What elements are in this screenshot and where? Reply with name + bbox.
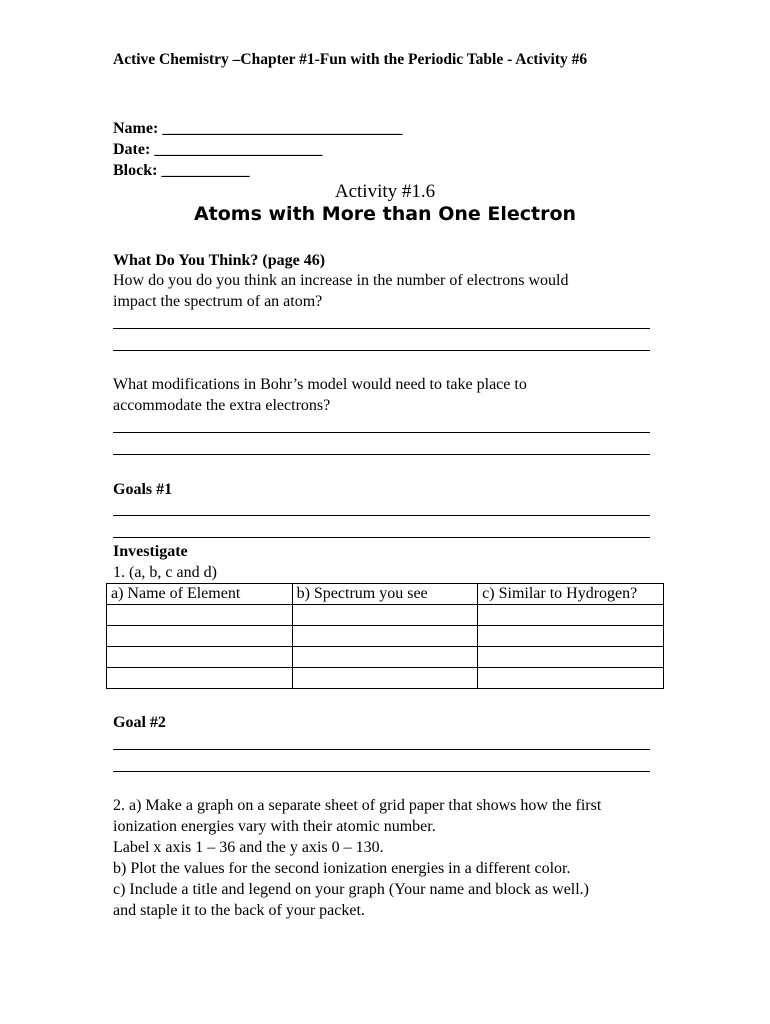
table-row — [107, 668, 664, 689]
table-cell[interactable] — [478, 605, 664, 626]
think-question-2-line-1: What modifications in Bohr’s model would need to take place to — [113, 376, 527, 393]
table-row — [107, 626, 664, 647]
investigate-item: 1. (a, b, c and d) — [113, 564, 217, 581]
column-header-spectrum: b) Spectrum you see — [292, 584, 478, 605]
answer-line[interactable] — [113, 328, 650, 329]
page-header: Active Chemistry –Chapter #1-Fun with the Periodic Table - Activity #6 — [113, 51, 588, 68]
table-header-row — [107, 584, 664, 605]
graph-instruction-line-4: b) Plot the values for the second ionization energies in a different color. — [113, 860, 571, 877]
column-header-similar: c) Similar to Hydrogen? — [478, 584, 664, 605]
graph-instruction-line-5: c) Include a title and legend on your graph (Your name and block as well.) — [113, 881, 590, 898]
table-cell[interactable] — [107, 668, 293, 689]
answer-line[interactable] — [113, 515, 650, 516]
graph-instruction-line-6: and staple it to the back of your packet. — [113, 902, 365, 919]
table-cell[interactable] — [478, 647, 664, 668]
think-question-2-line-2: accommodate the extra electrons? — [113, 397, 331, 414]
graph-instruction-line-3: Label x axis 1 – 36 and the y axis 0 – 130. — [113, 839, 384, 856]
answer-line[interactable] — [113, 454, 650, 455]
answer-line[interactable] — [113, 350, 650, 351]
think-question-1-line-2: impact the spectrum of an atom? — [113, 293, 323, 310]
table-cell[interactable] — [107, 605, 293, 626]
column-header-element: a) Name of Element — [107, 584, 293, 605]
investigate-table — [106, 583, 664, 689]
answer-line[interactable] — [113, 537, 650, 538]
table-cell[interactable] — [107, 626, 293, 647]
investigate-heading: Investigate — [113, 543, 188, 560]
block-field[interactable]: Block: ___________ — [113, 162, 250, 179]
date-field[interactable]: Date: _____________________ — [113, 141, 323, 158]
answer-line[interactable] — [113, 432, 650, 433]
table-row — [107, 647, 664, 668]
goal-2-heading: Goal #2 — [113, 714, 166, 731]
table-cell[interactable] — [292, 647, 478, 668]
think-question-1-line-1: How do you do you think an increase in the number of electrons would — [113, 272, 569, 289]
table-cell[interactable] — [292, 626, 478, 647]
activity-title: Activity #1.6 — [334, 181, 436, 202]
answer-line[interactable] — [113, 771, 650, 772]
table-row — [107, 605, 664, 626]
table-cell[interactable] — [292, 605, 478, 626]
table-cell[interactable] — [478, 668, 664, 689]
graph-instruction-line-1: 2. a) Make a graph on a separate sheet of grid paper that shows how the first — [113, 797, 602, 814]
think-heading: What Do You Think? (page 46) — [113, 252, 326, 269]
answer-line[interactable] — [113, 749, 650, 750]
table-cell[interactable] — [292, 668, 478, 689]
activity-subtitle: Atoms with More than One Electron — [193, 203, 577, 225]
name-field[interactable]: Name: ______________________________ — [113, 120, 403, 137]
goals-1-heading: Goals #1 — [113, 481, 173, 498]
graph-instruction-line-2: ionization energies vary with their atomic number. — [113, 818, 436, 835]
table-cell[interactable] — [478, 626, 664, 647]
table-cell[interactable] — [107, 647, 293, 668]
